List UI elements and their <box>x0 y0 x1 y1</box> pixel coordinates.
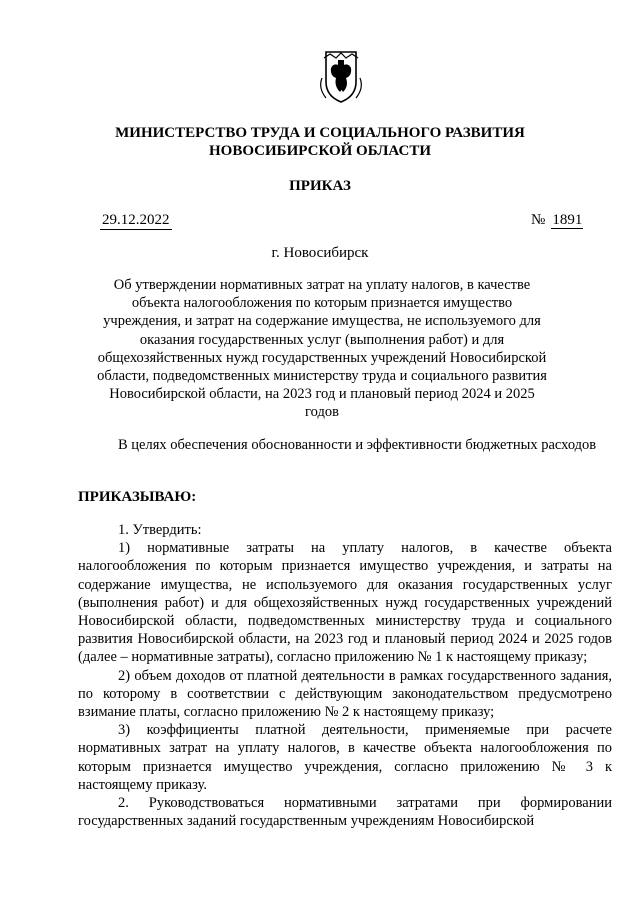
order-item: 1) нормативные затраты на уплату налогов, в качестве объекта налогообложения по которым признается имущество учреждения, и затраты на содержание имущества, не используемого для оказания государственных услуг (выполнения работ) и для общехозяйственных нужд государственных учреждений Новосибирской области, подведомственных министерству труда и социального развития Новосибирской области, на 2023 год и плановый период 2024 и 2025 годов (далее – нормативные затраты), согласно приложению № 1 к настоящему приказу; <box>78 540 612 666</box>
decree-heading: ПРИКАЗЫВАЮ: <box>78 489 197 505</box>
order-item: 2) объем доходов от платной деятельности в рамках государственного задания, по которому в соответствии с действующим законодательством предусмотрено взимание платы, согласно приложению № 2 к настоящему приказу; <box>78 667 612 721</box>
order-item: 1. Утвердить: <box>118 522 202 538</box>
coat-of-arms-icon <box>316 48 366 104</box>
document-subject: Об утверждении нормативных затрат на уплату налогов, в качестве объекта налогообложения по которым признается имущество учреждения, и затрат на содержание имущества, не используемого для оказания государственных услуг (выполнения работ) и для общехозяйственных нужд государственных учреждений Новосибирской области, подведомственных министерству труда и социального развития Новосибирской области, на 2023 год и плановый период 2024 и 2025 годов <box>97 277 547 421</box>
order-item: 2. Руководствоваться нормативными затратами при формировании государственных заданий государственным учреждениям Новосибирской <box>78 795 612 830</box>
intro-paragraph <box>78 436 612 454</box>
ministry-title-line-1: МИНИСТЕРСТВО ТРУДА И СОЦИАЛЬНОГО РАЗВИТИЯ <box>115 125 525 141</box>
order-items <box>78 521 612 830</box>
intro-text: В целях обеспечения обоснованности и эффективности бюджетных расходов <box>118 437 597 453</box>
city: г. Новосибирск <box>271 245 369 261</box>
number-value: 1891 <box>552 212 583 228</box>
document-type: ПРИКАЗ <box>289 178 351 194</box>
number-sign: № <box>531 212 546 228</box>
document-number <box>531 211 583 229</box>
order-item: 3) коэффициенты платной деятельности, применяемые при расчете нормативных затрат на уплату налогов, в качестве объекта налогообложения по которым признается имущество учреждения, согласно приложению № 3 к настоящему приказу. <box>78 722 612 793</box>
ministry-title-line-2: НОВОСИБИРСКОЙ ОБЛАСТИ <box>208 143 432 159</box>
document-date: 29.12.2022 <box>102 212 170 228</box>
ministry-title <box>0 124 640 160</box>
